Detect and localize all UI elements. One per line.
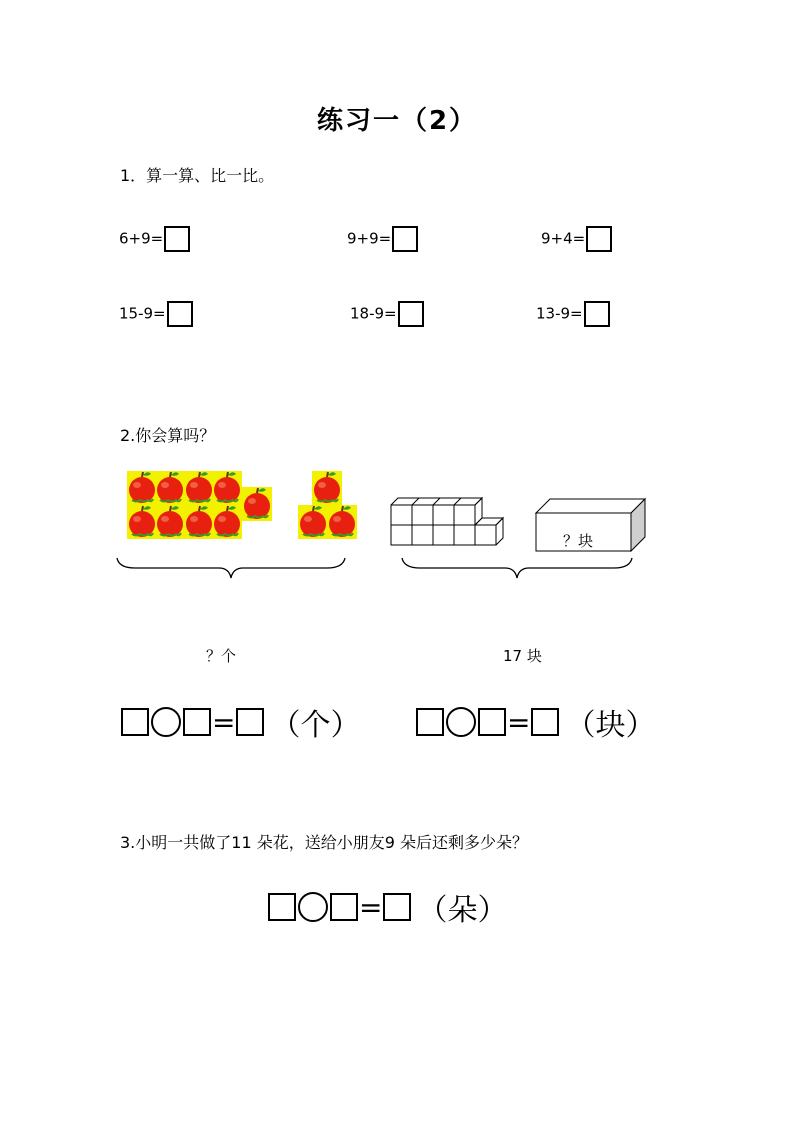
- equation-flowers: [268, 885, 507, 929]
- expression-text: 6+9=: [119, 229, 164, 248]
- unit-label: （块）: [565, 708, 656, 743]
- question-3-heading: 3.小明一共做了11 朵花，送给小朋友9 朵后还剩多少朵？: [120, 833, 528, 852]
- number-box[interactable]: [416, 708, 444, 736]
- answer-box[interactable]: [584, 301, 610, 327]
- answer-box[interactable]: [586, 226, 612, 252]
- apple-icon: [155, 471, 185, 505]
- expression-text: 13-9=: [536, 304, 583, 323]
- apple-icon: [127, 505, 157, 539]
- apple-icon: [242, 487, 272, 521]
- unit-label: （朵）: [417, 893, 508, 928]
- answer-box[interactable]: [164, 226, 190, 252]
- expression-text: 15-9=: [119, 304, 166, 323]
- answer-box[interactable]: [531, 708, 559, 736]
- apple-icon: [312, 471, 342, 505]
- block-unknown-label: ？块: [563, 532, 594, 550]
- apple-icon: [127, 471, 157, 505]
- expression-text: 9+9=: [347, 229, 392, 248]
- apple-icon: [212, 505, 242, 539]
- equals-sign: =: [212, 705, 236, 739]
- answer-box[interactable]: [392, 226, 418, 252]
- equals-sign: =: [359, 890, 383, 924]
- apple-icon: [155, 505, 185, 539]
- number-box[interactable]: [478, 708, 506, 736]
- operator-circle[interactable]: [446, 707, 476, 737]
- operator-circle[interactable]: [151, 707, 181, 737]
- exercise-row-item: [119, 226, 190, 252]
- number-box[interactable]: [330, 893, 358, 921]
- answer-box[interactable]: [167, 301, 193, 327]
- number-box[interactable]: [121, 708, 149, 736]
- expression-text: 18-9=: [350, 304, 397, 323]
- question-2-heading: 2.你会算吗？: [120, 426, 216, 445]
- number-box[interactable]: [268, 893, 296, 921]
- exercise-row-item: [119, 301, 193, 327]
- exercise-row-item: [350, 301, 424, 327]
- apple-icon: [298, 505, 328, 539]
- exercise-row-item: [536, 301, 610, 327]
- unit-label: （个）: [270, 708, 361, 743]
- apples-total-label: ？个: [206, 647, 237, 665]
- answer-box[interactable]: [383, 893, 411, 921]
- exercise-row-item: [541, 226, 612, 252]
- right-brace: [400, 556, 634, 582]
- apple-icon: [184, 505, 214, 539]
- page-title: 练习一（2）: [316, 106, 478, 136]
- question-1-heading: 1．算一算、比一比。: [120, 166, 275, 185]
- operator-circle[interactable]: [298, 892, 328, 922]
- exercise-row-item: [347, 226, 418, 252]
- number-box[interactable]: [183, 708, 211, 736]
- blocks-total-label: 17 块: [503, 647, 542, 665]
- answer-box[interactable]: [236, 708, 264, 736]
- apples-illustration: [110, 462, 360, 552]
- expression-text: 9+4=: [541, 229, 586, 248]
- apple-icon: [327, 505, 357, 539]
- answer-box[interactable]: [398, 301, 424, 327]
- equation-blocks: [416, 700, 655, 744]
- left-brace: [115, 556, 347, 582]
- blocks-illustration: [388, 495, 648, 555]
- apple-icon: [212, 471, 242, 505]
- equals-sign: =: [507, 705, 531, 739]
- apple-icon: [184, 471, 214, 505]
- equation-apples: [121, 700, 360, 744]
